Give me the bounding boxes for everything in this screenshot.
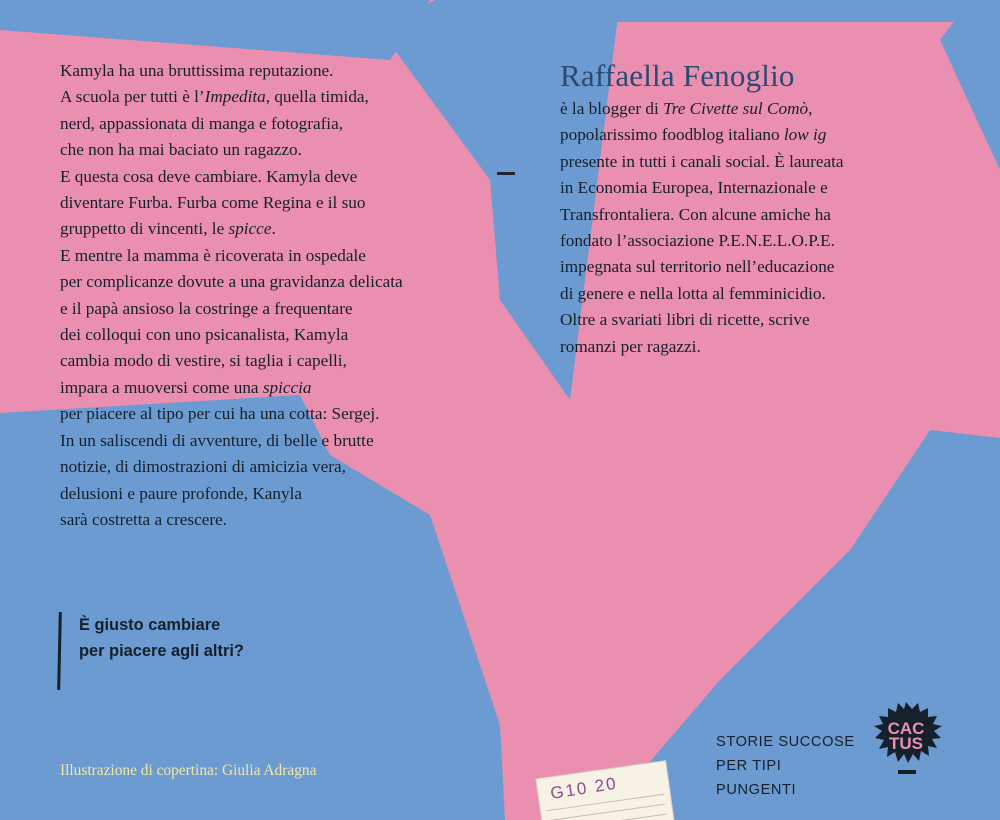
- question-block: [58, 612, 388, 690]
- blue-shape-right-notch: [930, 0, 1000, 200]
- author-bio: [560, 96, 900, 360]
- blurb-line: e il papà ansioso la costringe a frequentare: [60, 298, 353, 318]
- blurb-line: diventare Furba. Furba come Regina e il suo: [60, 193, 366, 213]
- blurb-line: per piacere al tipo per cui ha una cotta: Sergej.: [60, 404, 380, 424]
- blurb-line: sarà costretta a crescere.: [60, 509, 227, 529]
- blurb-line: delusioni e paure profonde, Kanyla: [60, 483, 302, 503]
- author-bio-line: popolarissimo foodblog italiano low ig: [560, 125, 827, 145]
- blurb-line: A scuola per tutti è l’Impedita, quella timida,: [60, 87, 369, 107]
- blurb-line: dei colloqui con uno psicanalista, Kamyla: [60, 325, 349, 345]
- blurb-line: nerd, appassionata di manga e fotografia,: [60, 113, 344, 133]
- cover-illustration-credit: Illustrazione di copertina: Giulia Adragna: [60, 762, 317, 779]
- publisher-tagline: [716, 730, 866, 802]
- question-line-2: per piacere agli altri?: [79, 642, 244, 660]
- author-bio-line: di genere e nella lotta al femminicidio.: [560, 283, 826, 303]
- author-bio-line: Transfrontaliera. Con alcune amiche ha: [560, 204, 831, 224]
- blurb-italic-impedita: Impedita: [204, 87, 266, 107]
- author-bio-line: è la blogger di Tre Civette sul Comò,: [560, 99, 813, 118]
- blurb-line: E questa cosa deve cambiare. Kamyla deve: [60, 166, 358, 186]
- blurb-italic-spicce: spicce: [228, 219, 272, 239]
- cactus-logo-icon: [868, 700, 944, 778]
- author-bio-line: impegnata sul territorio nell’educazione: [560, 257, 835, 277]
- blurb-line: cambia modo di vestire, si taglia i capelli,: [60, 351, 347, 371]
- blurb-line: impara a muoversi come una spiccia: [60, 377, 312, 397]
- author-section: [560, 58, 900, 360]
- question-text: [79, 612, 244, 664]
- blurb-line: gruppetto di vincenti, le spicce.: [60, 219, 276, 239]
- author-bio-line: romanzi per ragazzi.: [560, 336, 701, 356]
- notebook-paper-illustration: [536, 761, 673, 820]
- decorative-tick-mark: [497, 172, 515, 175]
- author-bio-line: fondato l’associazione P.E.N.E.L.O.P.E.: [560, 231, 835, 251]
- author-italic-low-ig: low ig: [783, 125, 827, 145]
- blurb-line: Kamyla ha una bruttissima reputazione.: [60, 61, 334, 80]
- paper-rule-lines: [536, 761, 673, 820]
- svg-text:CAC: CAC: [887, 719, 925, 738]
- blurb-line: In un saliscendi di avventure, di belle e brutte: [60, 430, 374, 450]
- tagline-line-2: PER TIPI PUNGENTI: [716, 758, 797, 798]
- author-bio-line: in Economia Europea, Internazionale e: [560, 178, 828, 198]
- author-bio-line: presente in tutti i canali social. È laureata: [560, 151, 844, 171]
- question-line-1: È giusto cambiare: [79, 616, 221, 634]
- paper-number: G10 20: [549, 773, 619, 803]
- tagline-line-1: STORIE SUCCOSE: [716, 734, 855, 750]
- blurb-line: E mentre la mamma è ricoverata in ospedale: [60, 245, 366, 265]
- blurb-line: per complicanze dovute a una gravidanza delicata: [60, 272, 403, 292]
- blurb-line: notizie, di dimostrazioni di amicizia vera,: [60, 457, 346, 477]
- blue-shape-top-right-band: [600, 0, 1000, 22]
- author-italic-blog-title: Tre Civette sul Comò: [663, 99, 809, 118]
- book-blurb: [60, 58, 490, 533]
- author-bio-line: Oltre a svariati libri di ricette, scrive: [560, 310, 810, 330]
- blurb-line: che non ha mai baciato un ragazzo.: [60, 140, 302, 160]
- svg-text:TUS: TUS: [889, 734, 923, 753]
- author-name: Raffaella Fenoglio: [560, 58, 795, 93]
- question-vertical-rule: [57, 612, 62, 690]
- blurb-italic-spiccia: spiccia: [262, 377, 312, 397]
